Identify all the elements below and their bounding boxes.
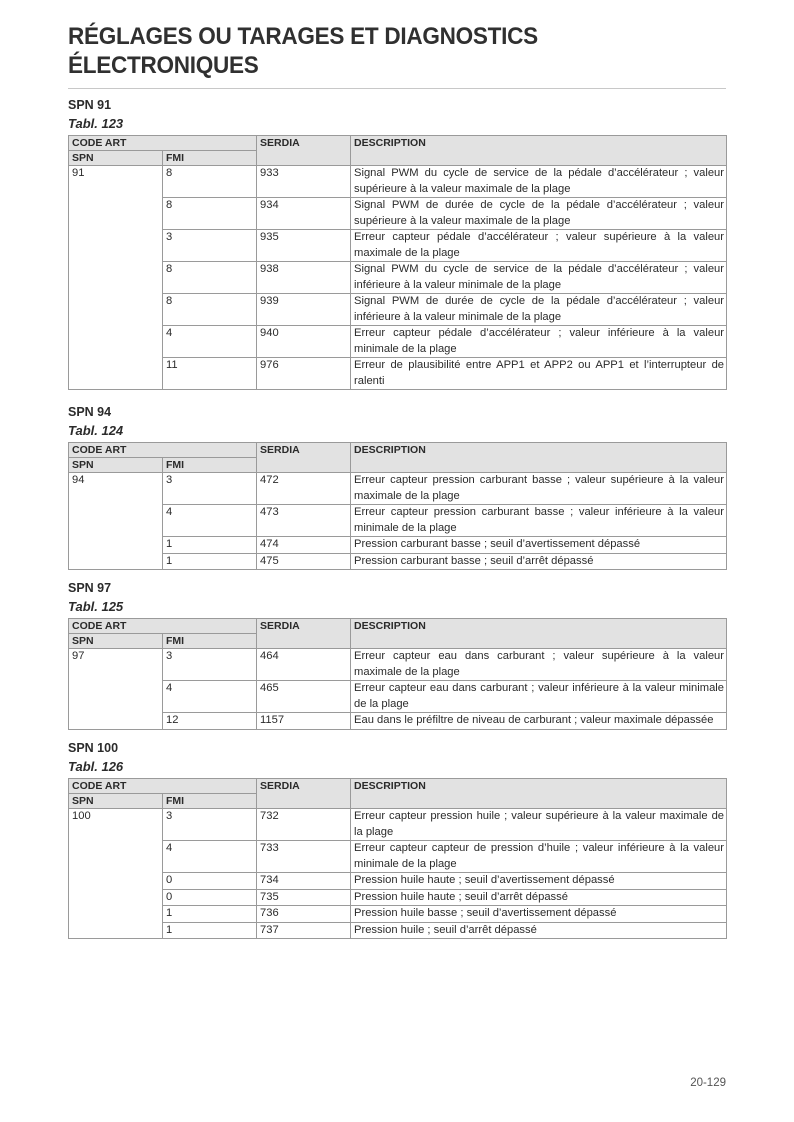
column-header-fmi: FMI	[163, 151, 257, 166]
serdia-cell: 734	[257, 873, 351, 890]
table-label: Tabl. 126	[68, 759, 124, 774]
spn-section	[68, 579, 726, 730]
spn-cell: 94	[69, 473, 163, 570]
table-row	[69, 906, 727, 923]
column-header-fmi: FMI	[163, 634, 257, 649]
table-row	[69, 505, 727, 537]
spn-heading: SPN 97	[68, 581, 112, 595]
serdia-cell: 475	[257, 553, 351, 570]
table-row	[69, 841, 727, 873]
serdia-cell: 733	[257, 841, 351, 873]
page-title	[68, 22, 675, 80]
table-row	[69, 326, 727, 358]
serdia-cell: 735	[257, 889, 351, 906]
fmi-cell: 0	[163, 873, 257, 890]
serdia-cell: 736	[257, 906, 351, 923]
column-header-spn: SPN	[69, 458, 163, 473]
column-header-fmi: FMI	[163, 458, 257, 473]
table-row	[69, 262, 727, 294]
fmi-cell: 3	[163, 473, 257, 505]
column-header-description: DESCRIPTION	[351, 619, 727, 649]
spn-section	[68, 96, 726, 390]
serdia-cell: 732	[257, 809, 351, 841]
diagnostic-table	[68, 618, 727, 730]
fmi-cell: 1	[163, 537, 257, 554]
serdia-cell: 472	[257, 473, 351, 505]
serdia-cell: 1157	[257, 713, 351, 730]
description-cell: Pression huile ; seuil d’arrêt dépassé	[351, 922, 727, 939]
description-cell: Erreur capteur pression carburant basse ; valeur inférieure à la valeur minimale de la plage	[351, 505, 727, 537]
description-cell: Erreur capteur pédale d’accélérateur ; valeur inférieure à la valeur minimale de la plage	[351, 326, 727, 358]
serdia-cell: 474	[257, 537, 351, 554]
description-cell: Signal PWM du cycle de service de la pédale d’accélérateur ; valeur inférieure à la valeur minimale de la plage	[351, 262, 727, 294]
table-row	[69, 922, 727, 939]
fmi-cell: 4	[163, 326, 257, 358]
serdia-cell: 939	[257, 294, 351, 326]
column-header-spn: SPN	[69, 634, 163, 649]
description-cell: Pression carburant basse ; seuil d’arrêt dépassé	[351, 553, 727, 570]
serdia-cell: 473	[257, 505, 351, 537]
description-cell: Pression huile basse ; seuil d’avertissement dépassé	[351, 906, 727, 923]
table-row	[69, 553, 727, 570]
table-header-row	[69, 443, 727, 458]
fmi-cell: 8	[163, 294, 257, 326]
column-header-description: DESCRIPTION	[351, 779, 727, 809]
table-row	[69, 198, 727, 230]
serdia-cell: 464	[257, 649, 351, 681]
fmi-cell: 3	[163, 230, 257, 262]
column-header-spn: SPN	[69, 794, 163, 809]
fmi-cell: 3	[163, 809, 257, 841]
description-cell: Signal PWM de durée de cycle de la pédale d’accélérateur ; valeur inférieure à la valeur minimale de la plage	[351, 294, 727, 326]
description-cell: Pression carburant basse ; seuil d’avertissement dépassé	[351, 537, 727, 554]
table-header-row	[69, 779, 727, 794]
description-cell: Erreur capteur eau dans carburant ; valeur supérieure à la valeur maximale de la plage	[351, 649, 727, 681]
fmi-cell: 8	[163, 262, 257, 294]
serdia-cell: 935	[257, 230, 351, 262]
column-header-code-art: CODE ART	[69, 619, 257, 634]
column-header-code-art: CODE ART	[69, 779, 257, 794]
fmi-cell: 1	[163, 906, 257, 923]
table-row	[69, 713, 727, 730]
fmi-cell: 4	[163, 841, 257, 873]
table-header-row	[69, 619, 727, 634]
table-header-row	[69, 136, 727, 151]
column-header-code-art: CODE ART	[69, 136, 257, 151]
fmi-cell: 3	[163, 649, 257, 681]
description-cell: Pression huile haute ; seuil d’arrêt dépassé	[351, 889, 727, 906]
column-header-serdia: SERDIA	[257, 619, 351, 649]
fmi-cell: 0	[163, 889, 257, 906]
spn-cell: 100	[69, 809, 163, 939]
fmi-cell: 8	[163, 198, 257, 230]
column-header-description: DESCRIPTION	[351, 136, 727, 166]
table-row	[69, 166, 727, 198]
serdia-cell: 938	[257, 262, 351, 294]
spn-section	[68, 403, 726, 570]
fmi-cell: 11	[163, 358, 257, 390]
table-row	[69, 473, 727, 505]
description-cell: Eau dans le préfiltre de niveau de carburant ; valeur maximale dépassée	[351, 713, 727, 730]
description-cell: Pression huile haute ; seuil d’avertissement dépassé	[351, 873, 727, 890]
column-header-spn: SPN	[69, 151, 163, 166]
page-title-line-1: RÉGLAGES OU TARAGES ET DIAGNOSTICS	[68, 23, 538, 50]
page-number: 20-129	[690, 1077, 726, 1089]
column-header-serdia: SERDIA	[257, 443, 351, 473]
fmi-cell: 12	[163, 713, 257, 730]
spn-cell: 97	[69, 649, 163, 730]
fmi-cell: 1	[163, 922, 257, 939]
serdia-cell: 933	[257, 166, 351, 198]
table-row	[69, 873, 727, 890]
column-header-fmi: FMI	[163, 794, 257, 809]
diagnostic-table	[68, 778, 727, 939]
fmi-cell: 1	[163, 553, 257, 570]
diagnostic-table	[68, 442, 727, 570]
description-cell: Signal PWM de durée de cycle de la pédale d’accélérateur ; valeur supérieure à la valeur maximale de la plage	[351, 198, 727, 230]
spn-section	[68, 739, 726, 939]
column-header-description: DESCRIPTION	[351, 443, 727, 473]
table-label: Tabl. 124	[68, 423, 124, 438]
column-header-serdia: SERDIA	[257, 136, 351, 166]
serdia-cell: 465	[257, 681, 351, 713]
table-label: Tabl. 123	[68, 116, 124, 131]
table-row	[69, 889, 727, 906]
diagnostic-table	[68, 135, 727, 390]
serdia-cell: 940	[257, 326, 351, 358]
description-cell: Erreur capteur pression carburant basse ; valeur supérieure à la valeur maximale de la plage	[351, 473, 727, 505]
fmi-cell: 4	[163, 505, 257, 537]
serdia-cell: 934	[257, 198, 351, 230]
table-row	[69, 230, 727, 262]
spn-heading: SPN 91	[68, 98, 112, 112]
description-cell: Erreur capteur capteur de pression d’huile ; valeur inférieure à la valeur minimale de la plage	[351, 841, 727, 873]
fmi-cell: 8	[163, 166, 257, 198]
serdia-cell: 976	[257, 358, 351, 390]
table-row	[69, 294, 727, 326]
title-divider	[68, 88, 726, 89]
table-row	[69, 649, 727, 681]
description-cell: Signal PWM du cycle de service de la pédale d’accélérateur ; valeur supérieure à la valeur maximale de la plage	[351, 166, 727, 198]
spn-cell: 91	[69, 166, 163, 390]
table-row	[69, 681, 727, 713]
page-title-line-2: ÉLECTRONIQUES	[68, 52, 259, 79]
table-label: Tabl. 125	[68, 599, 124, 614]
table-row	[69, 537, 727, 554]
column-header-code-art: CODE ART	[69, 443, 257, 458]
serdia-cell: 737	[257, 922, 351, 939]
description-cell: Erreur capteur pédale d’accélérateur ; valeur supérieure à la valeur maximale de la plage	[351, 230, 727, 262]
description-cell: Erreur capteur eau dans carburant ; valeur inférieure à la valeur minimale de la plage	[351, 681, 727, 713]
spn-heading: SPN 100	[68, 741, 119, 755]
description-cell: Erreur de plausibilité entre APP1 et APP2 ou APP1 et l’interrupteur de ralenti	[351, 358, 727, 390]
spn-heading: SPN 94	[68, 405, 112, 419]
table-row	[69, 358, 727, 390]
description-cell: Erreur capteur pression huile ; valeur supérieure à la valeur maximale de la plage	[351, 809, 727, 841]
column-header-serdia: SERDIA	[257, 779, 351, 809]
fmi-cell: 4	[163, 681, 257, 713]
table-row	[69, 809, 727, 841]
